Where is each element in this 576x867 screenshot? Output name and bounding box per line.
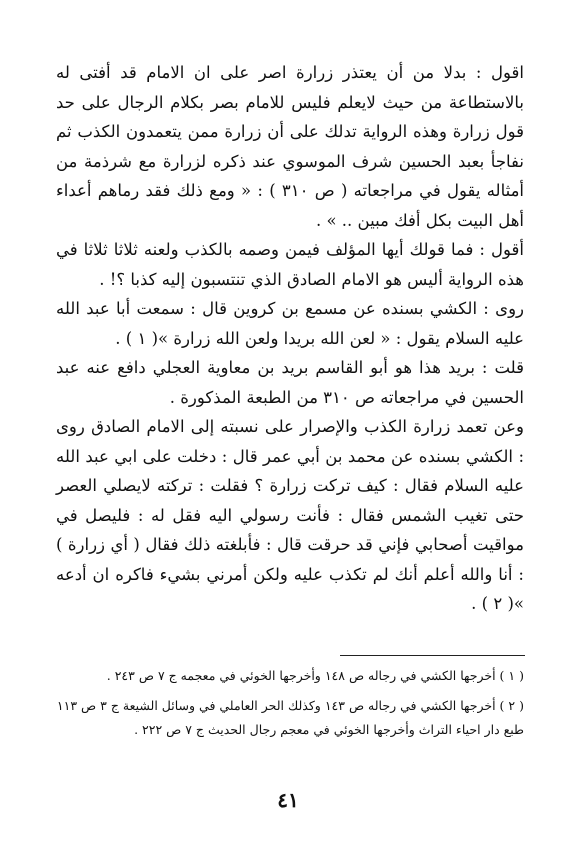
paragraph-3: روى : الكشي بسنده عن مسمع بن كروين قال : سمعت أبا عبد الله عليه السلام يقول : « لعن الله بريدا ولعن الله زرارة »( ١ ) . <box>56 299 524 348</box>
footnote-2-continued: طبع دار احياء التراث وأخرجها الخوئي في معجم رجال الحديث ج ٧ ص ٢٢٢ . <box>134 722 524 737</box>
footnote-1: ( ١ ) أخرجها الكشي في رجاله ص ١٤٨ وأخرجها الخوئي في معجمه ج ٧ ص ٢٤٣ . <box>106 668 524 683</box>
main-text <box>56 58 524 619</box>
paragraph-5: وعن تعمد زرارة الكذب والإصرار على نسبته إلى الامام الصادق روى : الكشي بسنده عن محمد بن أبي عمر قال : دخلت على ابي عبد الله عليه السلام فقال : كيف تركت زرارة ؟ فقلت : تركته لايصلي العصر حتى تغيب الشمس فقال : فأنت رسولي اليه فقل له : فليصل في مواقيت أصحابي فإني قد حرقت قال : فأبلغته ذلك فقال ( أي زرارة ) : أنا والله أعلم أنك لم تكذب عليه ولكن أمرني بشيء فاكره ان أدعه »( ٢ ) . <box>56 417 524 613</box>
footnotes <box>56 664 524 742</box>
paragraph-1: اقول : بدلا من أن يعتذر زرارة اصر على ان الامام قد أفتى له بالاستطاعة من حيث لايعلم فليس للامام بصر بكلام الرجال على حد قول زرارة وهذه الرواية تدلك على أن زرارة ممن يتعمدون الكذب ثم نفاجأ بعبد الحسين شرف الموسوي عند ذكره لزرارة مع شرذمة من أمثاله يقول في مراجعاته ( ص ٣١٠ ) : « ومع ذلك فقد رماهم أعداء أهل البيت بكل أفك مبين .. » . <box>56 63 525 230</box>
footnote-separator <box>340 655 525 656</box>
paragraph-4: قلت : بريد هذا هو أبو القاسم بريد بن معاوية العجلي دافع عنه عبد الحسين في مراجعاته ص ٣١٠ من الطبعة المذكورة . <box>56 358 524 407</box>
page-number: ٤١ <box>277 788 299 812</box>
footnote-2: ( ٢ ) أخرجها الكشي في رجاله ص ١٤٣ وكذلك الحر العاملي في وسائل الشيعة ج ٣ ص ١١٣ <box>56 698 524 713</box>
paragraph-2: أقول : فما قولك أيها المؤلف فيمن وصمه بالكذب ولعنه ثلاثا ثلاثا في هذه الرواية أليس هو الامام الصادق الذي تنتسبون إليه كذبا ؟! . <box>56 240 524 289</box>
